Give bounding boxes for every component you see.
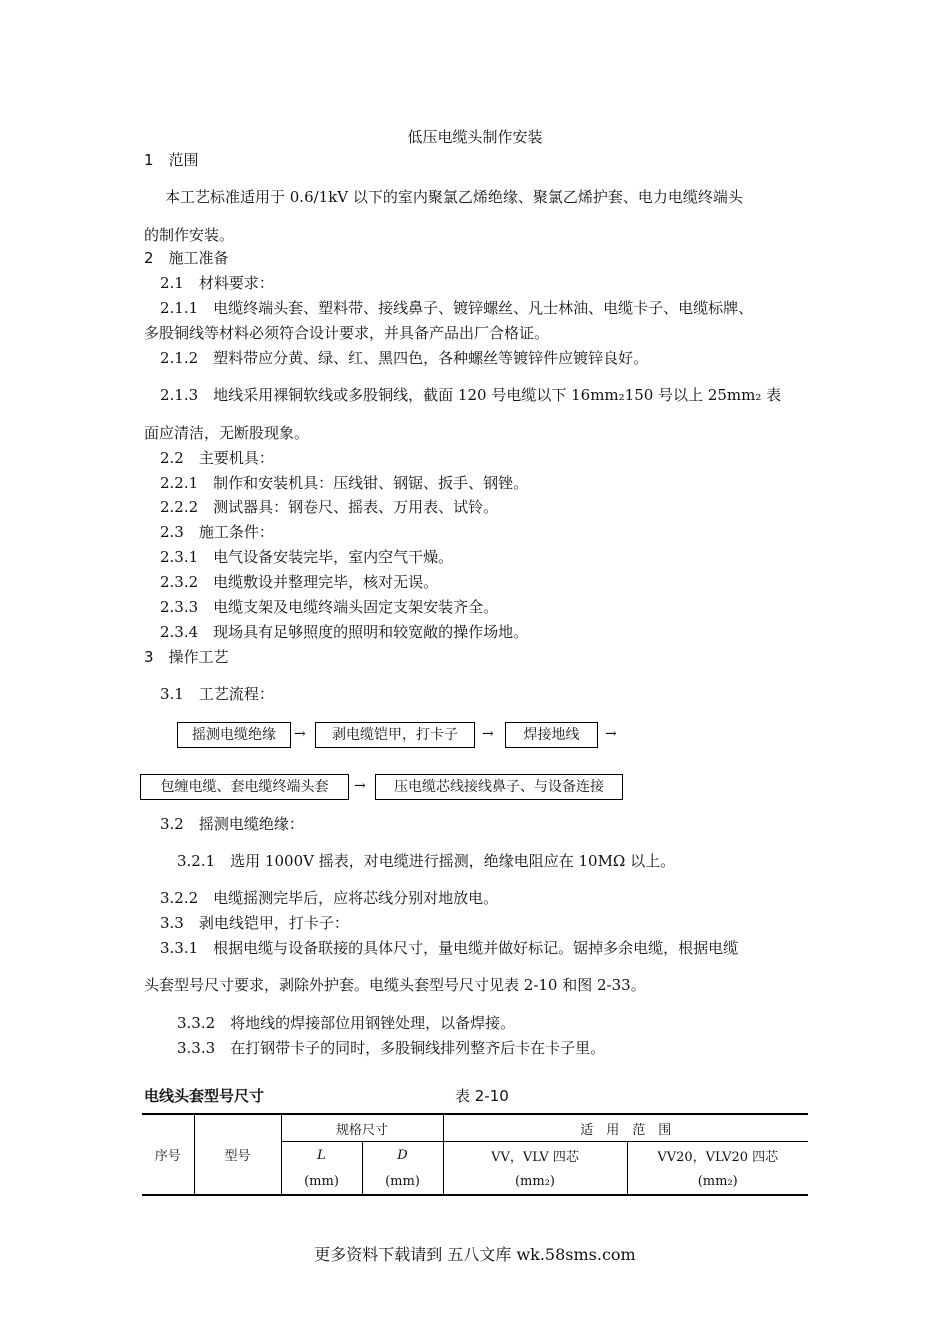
unit-vv20: (mm₂) bbox=[627, 1168, 808, 1195]
item-2-3-3: 2.3.3 电缆支架及电缆终端头固定支架安装齐全。 bbox=[160, 598, 499, 616]
item-2-1-1-cont: 多股铜线等材料必须符合设计要求，并具备产品出厂合格证。 bbox=[144, 324, 550, 342]
item-2-3-4: 2.3.4 现场具有足够照度的照明和较宽敞的操作场地。 bbox=[160, 623, 529, 641]
item-2-3-2: 2.3.2 电缆敷设并整理完毕，核对无误。 bbox=[160, 573, 439, 591]
flow-arrow-1: → bbox=[294, 726, 306, 742]
header-vv20: VV20，VLV20 四芯 bbox=[627, 1142, 808, 1169]
unit-D: (mm) bbox=[362, 1168, 443, 1195]
item-3-3-3: 3.3.3 在打钢带卡子的同时，多股铜线排列整齐后卡在卡子里。 bbox=[177, 1039, 606, 1057]
header-model: 型号 bbox=[194, 1114, 281, 1195]
unit-L: (mm) bbox=[281, 1168, 362, 1195]
item-3-2-1: 3.2.1 选用 1000V 摇表，对电缆进行摇测，绝缘电阻应在 10MΩ 以上。 bbox=[177, 852, 676, 870]
item-3-3-2: 3.3.2 将地线的焊接部位用钢锉处理，以备焊接。 bbox=[177, 1014, 516, 1032]
item-2-1-3: 2.1.3 地线采用裸铜软线或多股铜线，截面 120 号电缆以下 16mm₂150 号以上 25mm₂ 表 bbox=[160, 386, 782, 404]
flow-step-2: 剥电缆铠甲，打卡子 bbox=[315, 722, 475, 748]
item-2-1: 2.1 材料要求： bbox=[160, 274, 274, 292]
item-3-3-1: 3.3.1 根据电缆与设备联接的具体尺寸，量电缆并做好标记。锯掉多余电缆，根据电缆 bbox=[160, 939, 739, 957]
item-2-3: 2.3 施工条件： bbox=[160, 523, 274, 541]
section-1-heading: 1 范围 bbox=[144, 151, 199, 169]
item-3-2-2: 3.2.2 电缆摇测完毕后，应将芯线分别对地放电。 bbox=[160, 889, 499, 907]
item-2-1-1: 2.1.1 电缆终端头套、塑料带、接线鼻子、镀锌螺丝、凡士林油、电缆卡子、电缆标牌、 bbox=[160, 299, 754, 317]
item-3-2: 3.2 摇测电缆绝缘： bbox=[160, 815, 304, 833]
section-3-heading: 3 操作工艺 bbox=[144, 648, 229, 666]
footer-link[interactable]: 更多资料下载请到 五八文库 wk.58sms.com bbox=[314, 1245, 636, 1264]
section-2-heading: 2 施工准备 bbox=[144, 249, 229, 267]
header-no: 序号 bbox=[142, 1114, 194, 1195]
section-1-paragraph: 本工艺标准适用于 0.6/1kV 以下的室内聚氯乙烯绝缘、聚氯乙烯护套、电力电缆终端头 bbox=[165, 188, 743, 206]
spec-table bbox=[142, 1113, 808, 1196]
flow-arrow-2: → bbox=[482, 726, 494, 742]
header-range: 适 用 范 围 bbox=[443, 1114, 808, 1142]
item-2-2-1: 2.2.1 制作和安装机具：压线钳、钢锯、扳手、钢锉。 bbox=[160, 474, 529, 492]
item-3-3: 3.3 剥电线铠甲，打卡子： bbox=[160, 914, 349, 932]
page-title: 低压电缆头制作安装 bbox=[407, 128, 543, 146]
header-D: D bbox=[362, 1142, 443, 1169]
flow-arrow-4: → bbox=[354, 778, 366, 794]
item-2-1-3-cont: 面应清洁，无断股现象。 bbox=[144, 424, 310, 442]
header-L: L bbox=[281, 1142, 362, 1169]
flow-step-5: 压电缆芯线接线鼻子、与设备连接 bbox=[375, 774, 623, 800]
section-1-paragraph-cont: 的制作安装。 bbox=[144, 226, 235, 244]
flow-step-4: 包缠电缆、套电缆终端头套 bbox=[140, 774, 349, 800]
table-caption: 电线头套型号尺寸 bbox=[144, 1087, 265, 1105]
item-2-2: 2.2 主要机具： bbox=[160, 449, 274, 467]
item-3-1: 3.1 工艺流程： bbox=[160, 685, 274, 703]
item-2-1-2: 2.1.2 塑料带应分黄、绿、红、黑四色，各种螺丝等镀锌件应镀锌良好。 bbox=[160, 349, 649, 367]
header-spec: 规格尺寸 bbox=[281, 1114, 443, 1142]
item-2-3-1: 2.3.1 电气设备安装完毕，室内空气干燥。 bbox=[160, 548, 454, 566]
table-number: 表 2-10 bbox=[455, 1087, 509, 1105]
flow-step-3: 焊接地线 bbox=[505, 722, 598, 748]
flow-arrow-3: → bbox=[605, 726, 617, 742]
item-3-3-1-cont: 头套型号尺寸要求，剥除外护套。电缆头套型号尺寸见表 2-10 和图 2-33。 bbox=[144, 976, 646, 994]
unit-vv: (mm₂) bbox=[443, 1168, 627, 1195]
flow-step-1: 摇测电缆绝缘 bbox=[177, 722, 291, 748]
header-vv: VV，VLV 四芯 bbox=[443, 1142, 627, 1169]
item-2-2-2: 2.2.2 测试器具：钢卷尺、摇表、万用表、试铃。 bbox=[160, 498, 499, 516]
